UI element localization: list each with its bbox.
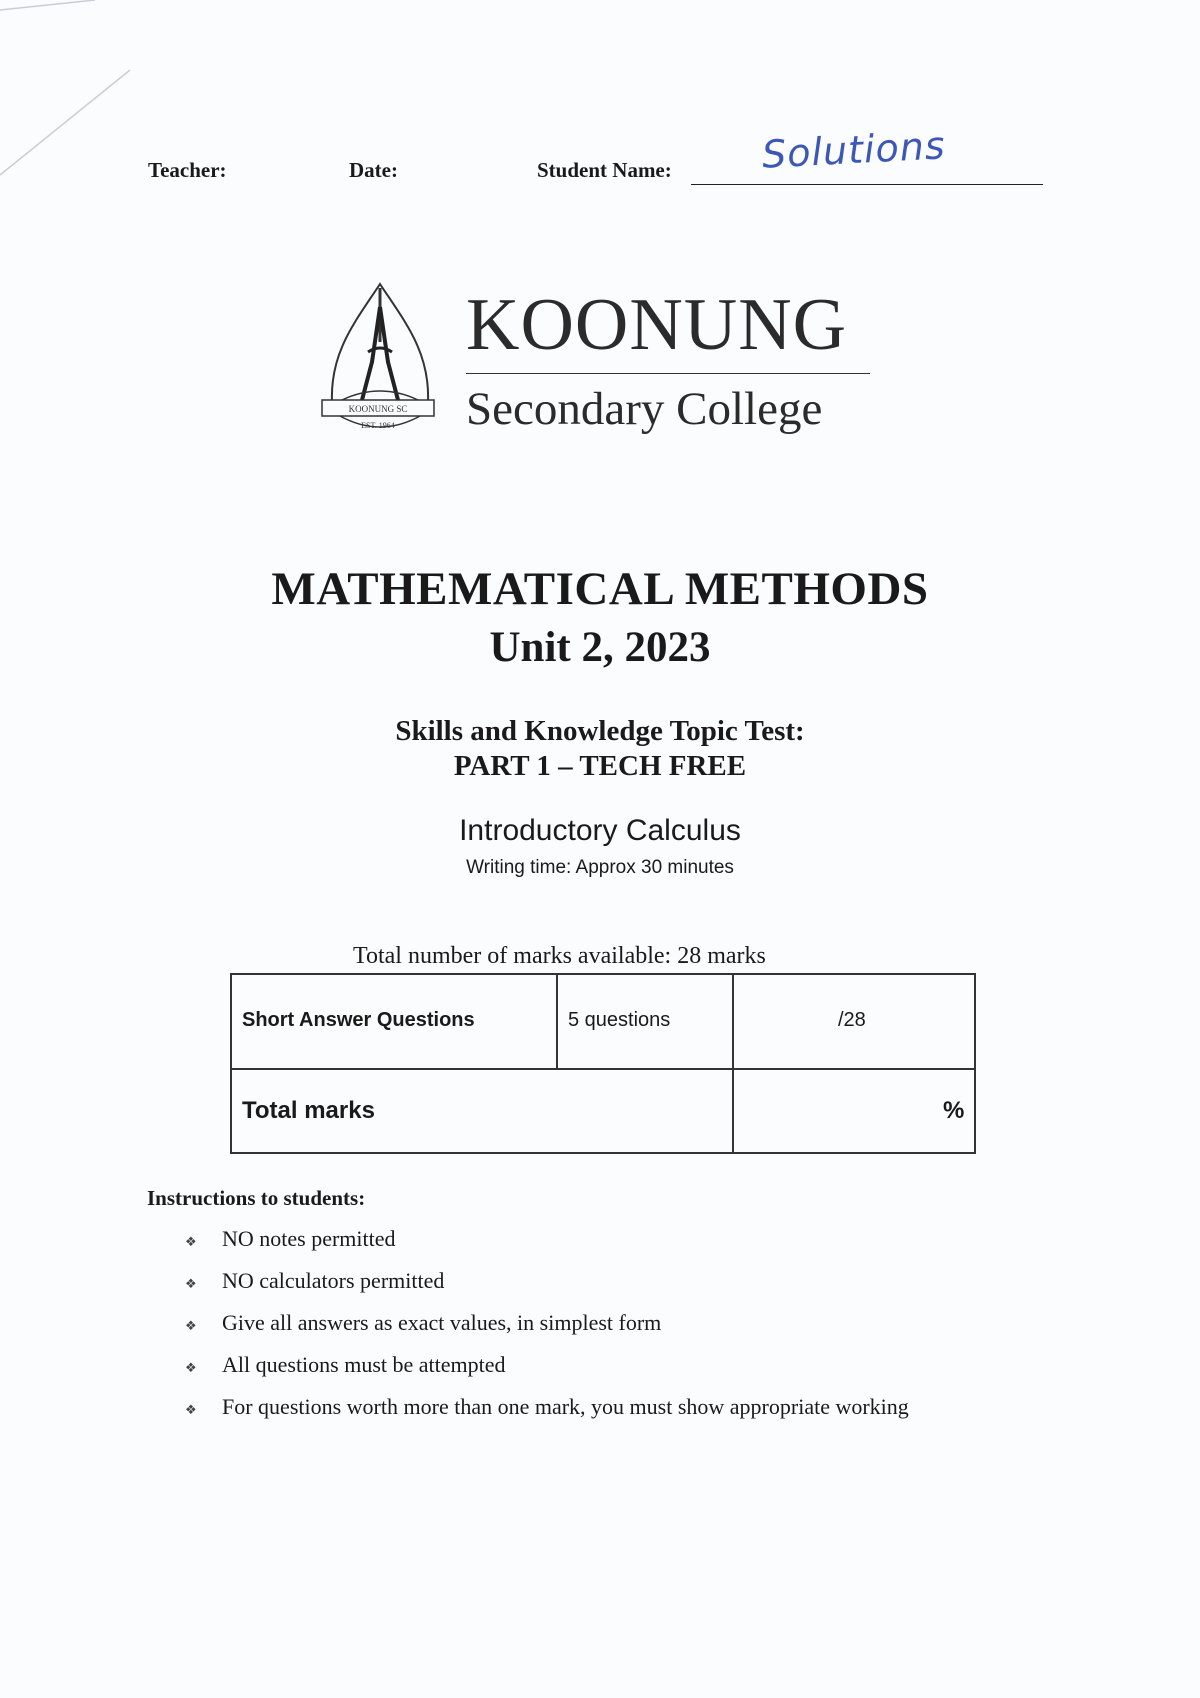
bullet-icon: ❖ [185,1403,197,1418]
instructions-heading: Instructions to students: [147,1186,366,1210]
school-subtitle: Secondary College [466,383,823,435]
topic-title: Introductory Calculus [459,814,741,847]
writing-time: Writing time: Approx 30 minutes [466,857,734,878]
bullet-icon: ❖ [185,1277,197,1292]
crest-est: EST. 1964 [361,421,395,430]
date-label: Date: [349,158,398,182]
school-name: KOONUNG [466,284,848,366]
list-item: ❖ Give all answers as exact values, in simplest form [185,1310,662,1335]
test-title: Skills and Knowledge Topic Test: [395,715,805,747]
list-item: ❖ For questions worth more than one mark, you must show appropriate working [185,1394,909,1419]
total-marks-label: Total marks [242,1097,375,1124]
part-title: PART 1 – TECH FREE [453,750,747,782]
bullet-icon: ❖ [185,1319,197,1334]
list-item: ❖ NO calculators permitted [185,1268,445,1293]
bullet-icon: ❖ [185,1361,197,1376]
short-answer-score: /28 [838,1009,866,1031]
bullet-icon: ❖ [185,1235,197,1250]
instructions-list [185,1226,909,1436]
crest-text: KOONUNG SC [348,404,408,414]
questions-count: 5 questions [568,1009,671,1031]
school-name-rule [466,373,870,374]
marks-table [230,973,976,1153]
student-name-value: Solutions [760,123,947,177]
unit-title: Unit 2, 2023 [489,624,711,671]
scan-fold-mark [0,0,150,190]
list-item: ❖ All questions must be attempted [185,1352,506,1377]
subject-title: MATHEMATICAL METHODS [271,563,929,615]
teacher-label: Teacher: [148,158,227,182]
total-marks-percent: % [943,1097,965,1124]
school-crest-logo [320,282,440,442]
short-answer-label: Short Answer Questions [242,1009,475,1031]
student-name-line [691,184,1043,185]
list-item: ❖ NO notes permitted [185,1226,396,1251]
student-name-label: Student Name: [537,158,672,182]
total-marks-available: Total number of marks available: 28 marks [353,943,766,969]
